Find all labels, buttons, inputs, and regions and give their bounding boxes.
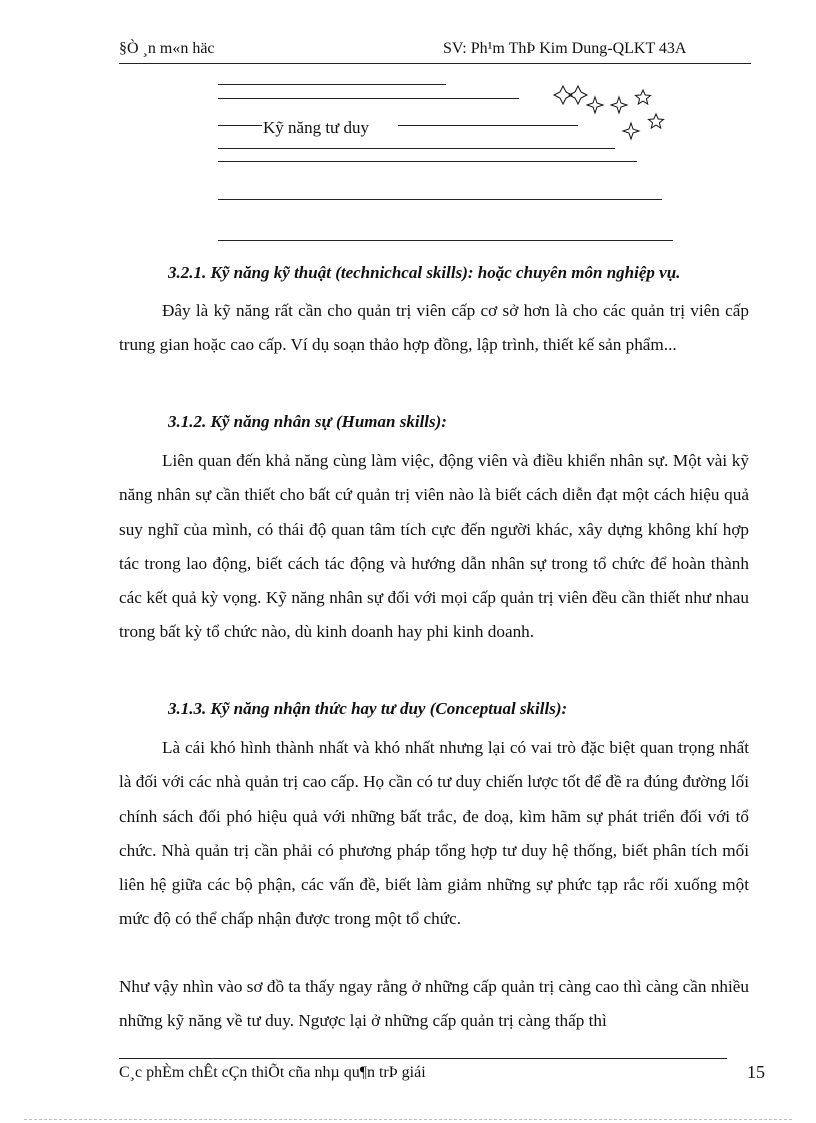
page-break-line bbox=[24, 1119, 792, 1120]
diagram-line bbox=[218, 148, 615, 149]
decorative-stars bbox=[0, 0, 816, 260]
diagram-line bbox=[398, 125, 578, 126]
sparkle-star-icon bbox=[569, 86, 587, 104]
sparkle-star-icon bbox=[623, 123, 639, 139]
section-heading: 3.2.1. Kỹ năng kỹ thuật (technichcal skills): hoặc chuyên môn nghiệp vụ. bbox=[168, 263, 681, 282]
diagram-line bbox=[218, 240, 673, 241]
header-left: §Ò ¸n m«n häc bbox=[119, 40, 215, 57]
paragraph: Liên quan đến khả năng cùng làm việc, động viên và điều khiển nhân sự. Một vài kỹ năng nhân sự cần thiết cho bất cứ quản trị viên nào là biết cách diễn đạt một cách hiệu quả suy nghĩ của mình, có thái độ quan tâm tích cực đến người khác, xây dựng không khí hợp tác trong lao động, biết cách tác động và hướng dẫn nhân sự trong tổ chức để hoàn thành các kết quả kỳ vọng. Kỹ năng nhân sự đối với mọi cấp quản trị viên đều cần thiết như nhau trong bất kỳ tổ chức nào, dù kinh doanh hay phi kinh doanh. bbox=[119, 451, 749, 642]
diagram-line bbox=[218, 98, 519, 99]
header-right: SV: Ph¹m ThÞ Kim Dung-QLKT 43A bbox=[443, 40, 687, 57]
diagram-line bbox=[218, 84, 446, 85]
outline-star-icon bbox=[636, 90, 651, 104]
diagram-line bbox=[218, 125, 262, 126]
footer-rule bbox=[119, 1058, 727, 1059]
sparkle-star-icon bbox=[587, 97, 603, 113]
paragraph: Đây là kỹ năng rất cần cho quản trị viên cấp cơ sở hơn là cho các quản trị viên cấp trung gian hoặc cao cấp. Ví dụ soạn thảo hợp đồng, lập trình, thiết kế sản phẩm... bbox=[119, 301, 749, 355]
section-heading: 3.1.2. Kỹ năng nhân sự (Human skills): bbox=[168, 412, 447, 431]
skills-diagram bbox=[0, 0, 816, 260]
page-number: 15 bbox=[747, 1062, 765, 1082]
sparkle-star-icon bbox=[554, 86, 572, 104]
outline-star-icon bbox=[649, 114, 664, 128]
diagram-line bbox=[218, 161, 637, 162]
paragraph: Như vậy nhìn vào sơ đồ ta thấy ngay rằng ở những cấp quản trị càng cao thì càng cần nhiều những kỹ năng về tư duy. Ngược lại ở những cấp quản trị càng thấp thì bbox=[119, 977, 749, 1031]
sparkle-star-icon bbox=[611, 97, 627, 113]
section-heading: 3.1.3. Kỹ năng nhận thức hay tư duy (Conceptual skills): bbox=[168, 699, 568, 718]
diagram-line bbox=[218, 199, 662, 200]
footer-title: C¸c phÈm chÊt cÇn thiÕt cña nhµ qu¶n trÞ giái bbox=[119, 1064, 426, 1081]
paragraph: Là cái khó hình thành nhất và khó nhất nhưng lại có vai trò đặc biệt quan trọng nhất là đối với các nhà quản trị cao cấp. Họ cần có tư duy chiến lược tốt để đề ra đúng đường lối chính sách đối phó hiệu quả với những bất trắc, đe doạ, kìm hãm sự phát triển đối với tổ chức. Nhà quản trị cần phải có phương pháp tổng hợp tư duy hệ thống, biết phân tích mối liên hệ giữa các bộ phận, các vấn đề, biết làm giảm những sự phức tạp rắc rối xuống một mức độ có thể chấp nhận được trong một tổ chức. bbox=[119, 738, 749, 929]
diagram-label: Kỹ năng tư duy bbox=[263, 118, 370, 137]
